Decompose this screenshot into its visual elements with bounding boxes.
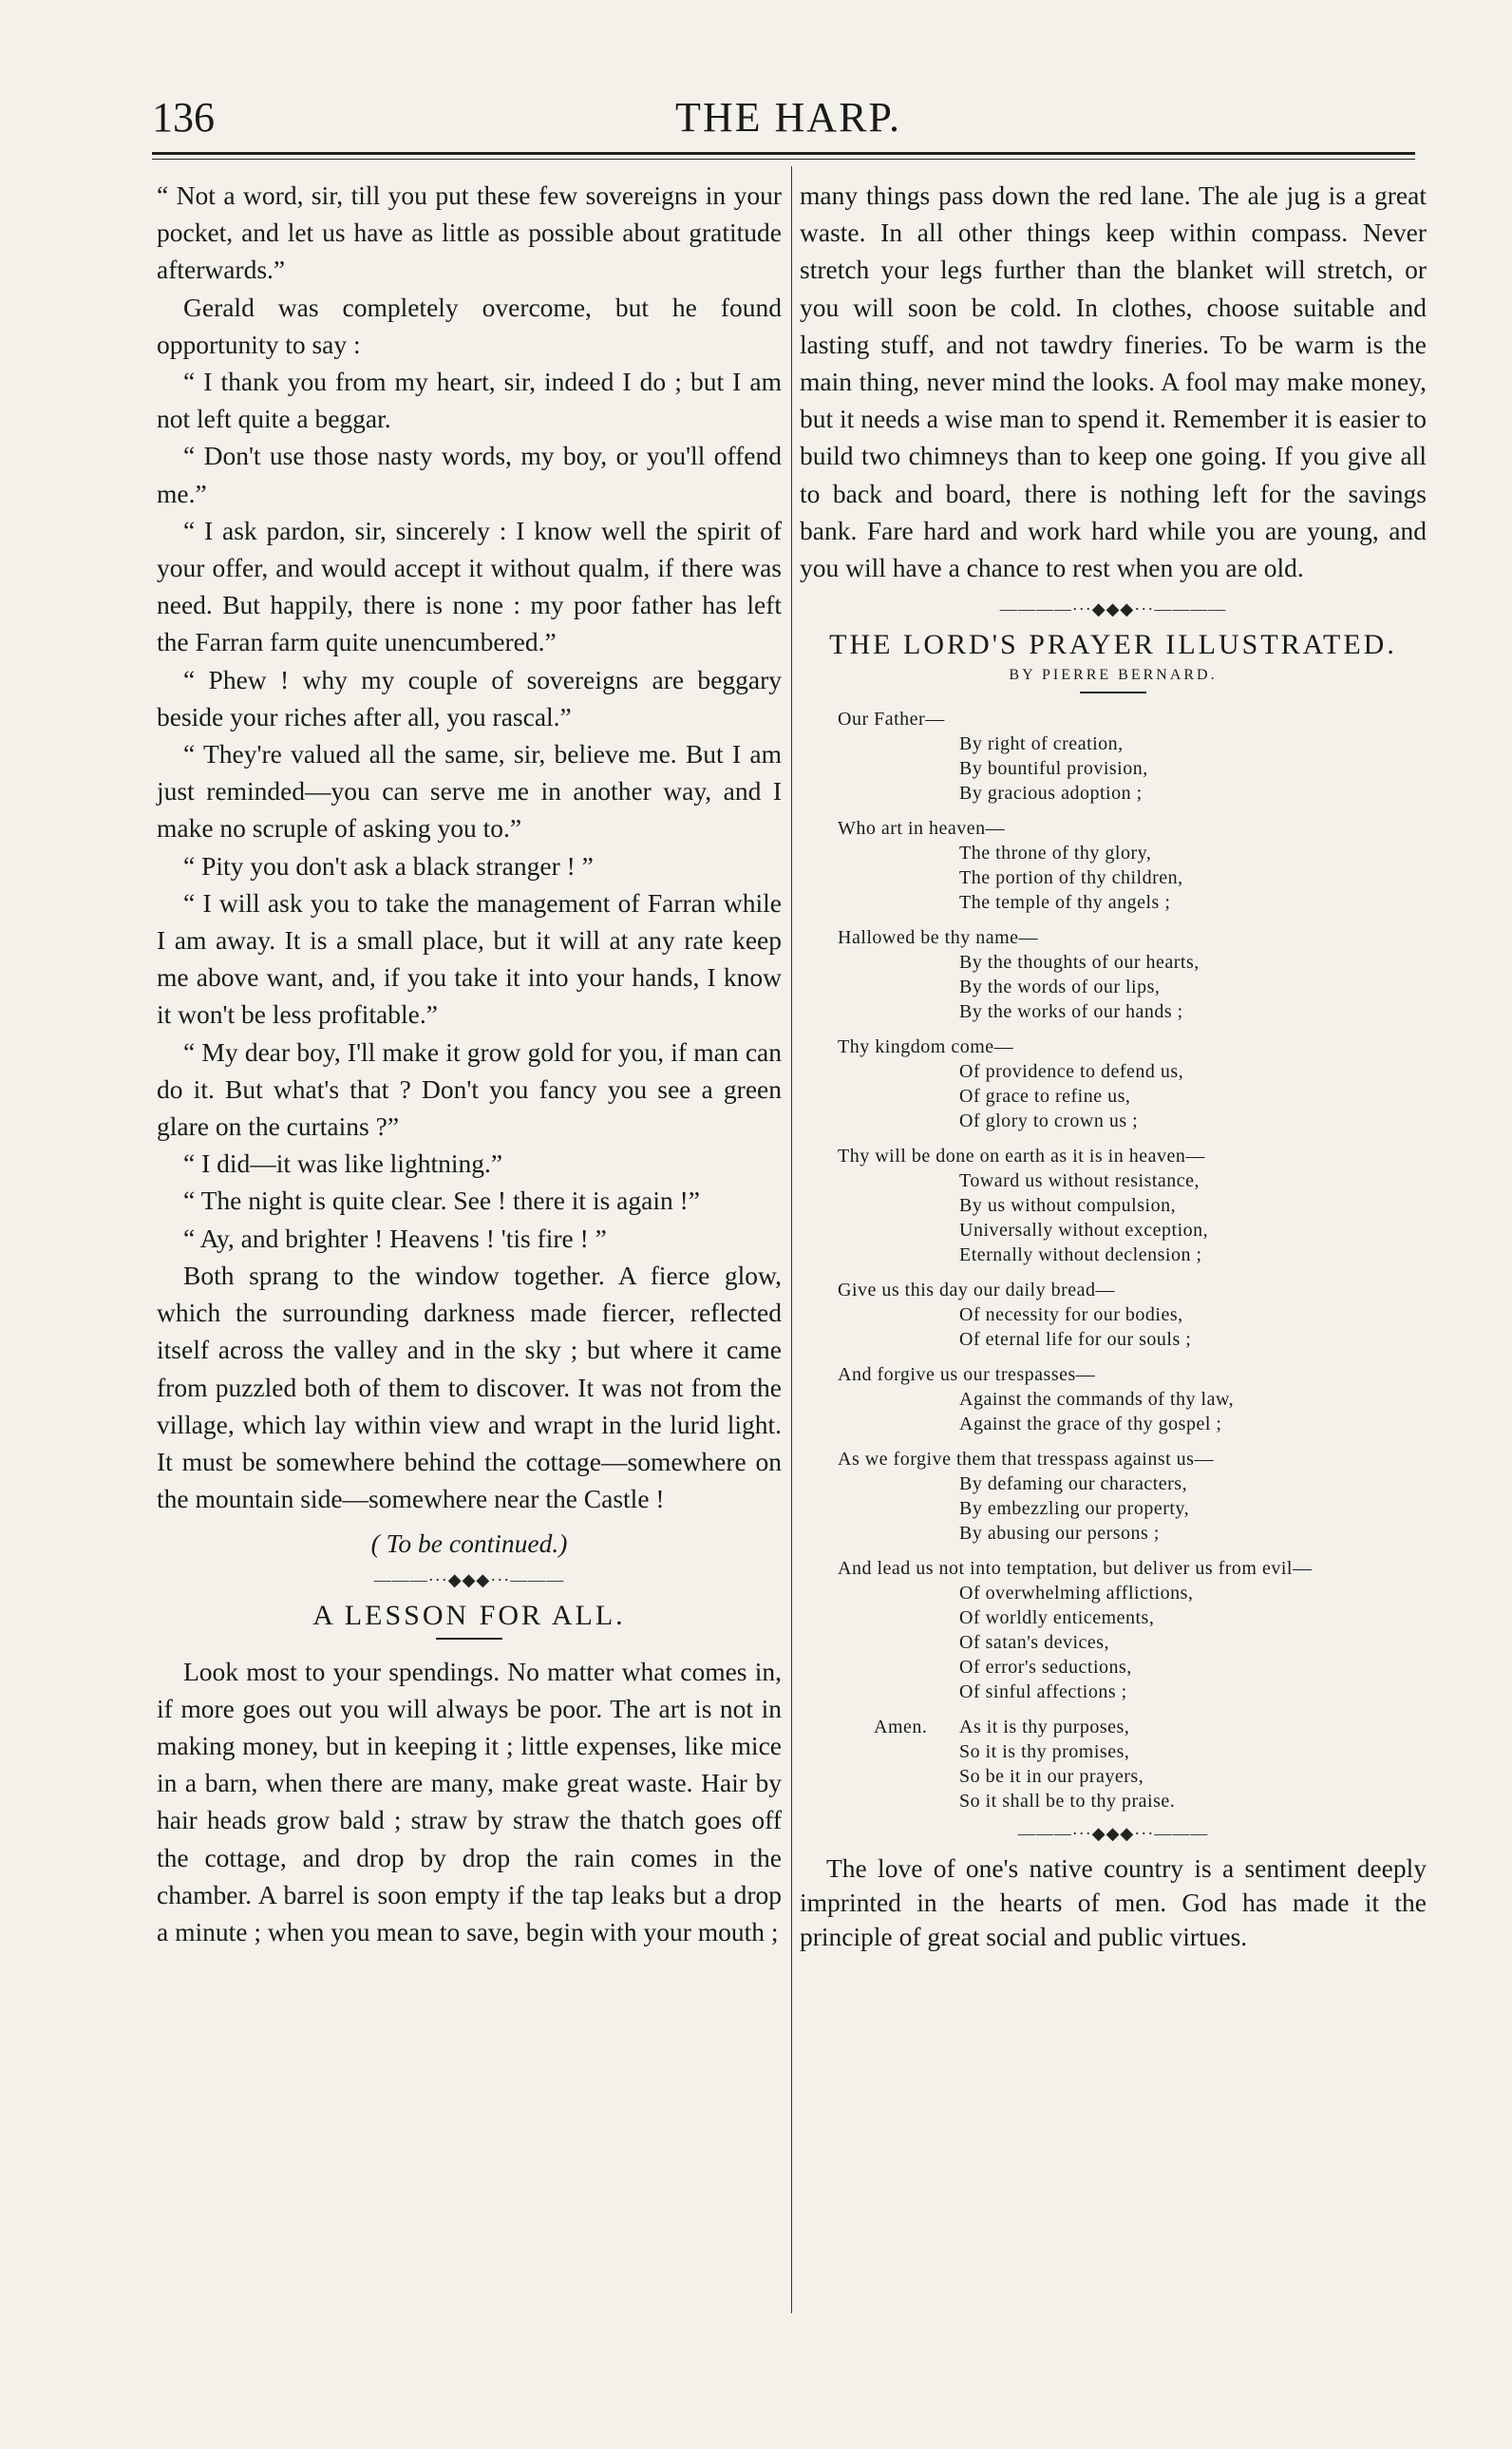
story-paragraph: “ Not a word, sir, till you put these few sovereigns in your pocket, and let us have as little as possible about gratitude afterwards.” xyxy=(157,180,782,285)
closing-note xyxy=(800,1851,1427,1954)
right-column xyxy=(800,177,1427,1954)
prayer-title: THE LORD'S PRAYER ILLUSTRATED. xyxy=(829,629,1397,661)
stanza-head: And forgive us our trespasses— xyxy=(838,1364,1096,1386)
title-rule xyxy=(1080,692,1146,693)
section-ornament: ———···◆◆◆···——— xyxy=(373,1569,565,1589)
closing-note-text: The love of one's native country is a sentiment deeply imprinted in the hearts of men. God has made it the principle of great social and public virtues. xyxy=(800,1853,1427,1952)
stanza-line: By bountiful provision, xyxy=(959,758,1148,780)
stanza-head: Thy will be done on earth as it is in heaven— xyxy=(838,1146,1205,1168)
stanza-head: Thy kingdom come— xyxy=(838,1036,1014,1058)
title-rule xyxy=(436,1638,502,1640)
stanza-line: By right of creation, xyxy=(959,733,1124,755)
stanza-line: By embezzling our property, xyxy=(959,1498,1190,1520)
stanza-line: Of grace to refine us, xyxy=(959,1086,1131,1108)
prayer-stanza xyxy=(800,1447,1427,1546)
prayer-stanza xyxy=(800,816,1427,915)
stanza-head: Our Father— xyxy=(838,709,945,731)
prayer-stanza xyxy=(800,1144,1427,1267)
stanza-line: So be it in our prayers, xyxy=(959,1766,1144,1788)
stanza-line: Toward us without resistance, xyxy=(959,1170,1200,1192)
prayer-stanza xyxy=(800,1035,1427,1133)
lesson-text-right: many things pass down the red lane. The ale jug is a great waste. In all other things keep within compass. Never stretch your legs further than the blanket will stretch, or you will soon be cold. In clothes, choose suitable and lasting stuff, and not tawdry fineries. To be warm is the main thing, never mind the looks. A fool may make money, but it needs a wise man to spend it. Remember it is easier to build two chimneys than to keep one going. If you give all to back and board, there is nothing left for the savings bank. Fare hard and work hard while you are young, and you will have a chance to rest when you are old. xyxy=(800,180,1427,583)
prayer-stanza xyxy=(800,925,1427,1024)
left-column xyxy=(157,177,782,1950)
page-number: 136 xyxy=(152,94,215,141)
prayer-stanza xyxy=(800,1362,1427,1436)
continued-note: ( To be continued.) xyxy=(370,1528,568,1559)
stanza-line: By the works of our hands ; xyxy=(959,1001,1183,1023)
story-paragraph: “ I did—it was like lightning.” xyxy=(183,1149,503,1179)
lesson-title: A LESSON FOR ALL. xyxy=(312,1599,626,1631)
stanza-line: As it is thy purposes, xyxy=(959,1717,1130,1738)
stanza-head: Give us this day our daily bread— xyxy=(838,1280,1115,1301)
stanza-line: By gracious adoption ; xyxy=(959,783,1143,805)
header-rule-thick xyxy=(152,152,1415,155)
prayer-stanza xyxy=(800,1278,1427,1352)
story-paragraph: Both sprang to the window together. A fierce glow, which the surrounding darkness made fiercer, reflected itself across the valley and in the sky ; but where it came from puzzled both of them to discover. It was not from the village, which lay within view and wrapt in the lurid light. It must be somewhere behind the cottage—somewhere on the mountain side—somewhere near the Castle ! xyxy=(157,1260,782,1514)
page-header xyxy=(152,87,1425,154)
stanza-head: And lead us not into temptation, but deliver us from evil— xyxy=(838,1558,1313,1580)
stanza-line: Against the grace of thy gospel ; xyxy=(959,1414,1222,1435)
story-paragraph: “ I ask pardon, sir, sincerely : I know well the spirit of your offer, and would accept it without qualm, if there was need. But happily, there is none : my poor father has left the Farran farm quite unencumbered.” xyxy=(157,515,782,657)
stanza-line: Universally without exception, xyxy=(959,1220,1209,1242)
amen-label: Amen. xyxy=(874,1717,928,1738)
column-divider xyxy=(791,166,792,2313)
stanza-line: Of necessity for our bodies, xyxy=(959,1304,1183,1326)
stanza-line: The portion of thy children, xyxy=(959,867,1183,889)
stanza-head: Who art in heaven— xyxy=(838,818,1006,840)
stanza-line: By defaming our characters, xyxy=(959,1473,1188,1495)
stanza-line: Of sinful affections ; xyxy=(959,1681,1127,1703)
stanza-line: The temple of thy angels ; xyxy=(959,892,1171,914)
prayer-stanza xyxy=(800,1556,1427,1704)
stanza-line: Of overwhelming afflictions, xyxy=(959,1583,1194,1604)
stanza-line: The throne of thy glory, xyxy=(959,843,1152,864)
story-paragraph: “ Ay, and brighter ! Heavens ! 'tis fire ! ” xyxy=(183,1223,607,1253)
prayer-body xyxy=(800,707,1427,1813)
stanza-line: Of glory to crown us ; xyxy=(959,1111,1139,1132)
stanza-line: By the words of our lips, xyxy=(959,977,1161,998)
section-ornament: ———···◆◆◆···——— xyxy=(1017,1824,1209,1844)
story-paragraph: Gerald was completely overcome, but he found opportunity to say : xyxy=(157,292,782,359)
stanza-line: Of providence to defend us, xyxy=(959,1061,1184,1083)
stanza-line: So it is thy promises, xyxy=(959,1741,1130,1763)
lesson-text-left: Look most to your spendings. No matter what comes in, if more goes out you will always be poor. The art is not in making money, but in keeping it ; little expenses, like mice in a barn, when there are many, make great waste. Hair by hair heads grow bald ; straw by straw the thatch goes off the cottage, and drop by drop the rain comes in the chamber. A barrel is soon empty if the tap leaks but a drop a minute ; when you mean to save, begin with your mouth ; xyxy=(157,1656,782,1946)
stanza-line: By the thoughts of our hearts, xyxy=(959,952,1200,974)
stanza-head: Hallowed be thy name— xyxy=(838,927,1038,949)
stanza-head: As we forgive them that tresspass against us— xyxy=(838,1449,1214,1471)
stanza-line: Of error's seductions, xyxy=(959,1657,1132,1679)
prayer-byline: BY PIERRE BERNARD. xyxy=(1009,667,1218,684)
running-title: THE HARP. xyxy=(674,94,902,141)
stanza-line: Of eternal life for our souls ; xyxy=(959,1329,1192,1351)
story-paragraph: “ I will ask you to take the management of Farran while I am away. It is a small place, but it will at any rate keep me above want, and, if you take it into your hands, I know it won't be less profitable.” xyxy=(157,887,782,1030)
stanza-line: By abusing our persons ; xyxy=(959,1523,1160,1545)
story-paragraph: “ Phew ! why my couple of sovereigns are beggary beside your riches after all, you rascal.” xyxy=(157,664,782,731)
stanza-line: So it shall be to thy praise. xyxy=(959,1791,1176,1813)
stanza-line: Of satan's devices, xyxy=(959,1632,1110,1654)
stanza-line: Of worldly enticements, xyxy=(959,1607,1155,1629)
story-paragraph: “ I thank you from my heart, sir, indeed I do ; but I am not left quite a beggar. xyxy=(157,367,782,434)
header-rule-thin xyxy=(152,159,1415,160)
stanza-line: By us without compulsion, xyxy=(959,1195,1177,1217)
section-ornament: ————···◆◆◆···———— xyxy=(999,599,1227,619)
story-paragraph: “ The night is quite clear. See ! there it is again !” xyxy=(183,1186,700,1216)
stanza-line: Eternally without declension ; xyxy=(959,1244,1202,1266)
amen-stanza xyxy=(800,1715,1427,1813)
story-paragraph: “ They're valued all the same, sir, believe me. But I am just reminded—you can serve me in another way, and I make no scruple of asking you to.” xyxy=(157,739,782,844)
story-paragraph: “ My dear boy, I'll make it grow gold for you, if man can do it. But what's that ? Don't you fancy you see a green glare on the curtains ?” xyxy=(157,1036,782,1142)
story-paragraph: “ Pity you don't ask a black stranger ! ” xyxy=(183,850,594,881)
stanza-line: Against the commands of thy law, xyxy=(959,1389,1235,1411)
story-paragraph: “ Don't use those nasty words, my boy, or you'll offend me.” xyxy=(157,441,782,508)
prayer-stanza xyxy=(800,707,1427,806)
